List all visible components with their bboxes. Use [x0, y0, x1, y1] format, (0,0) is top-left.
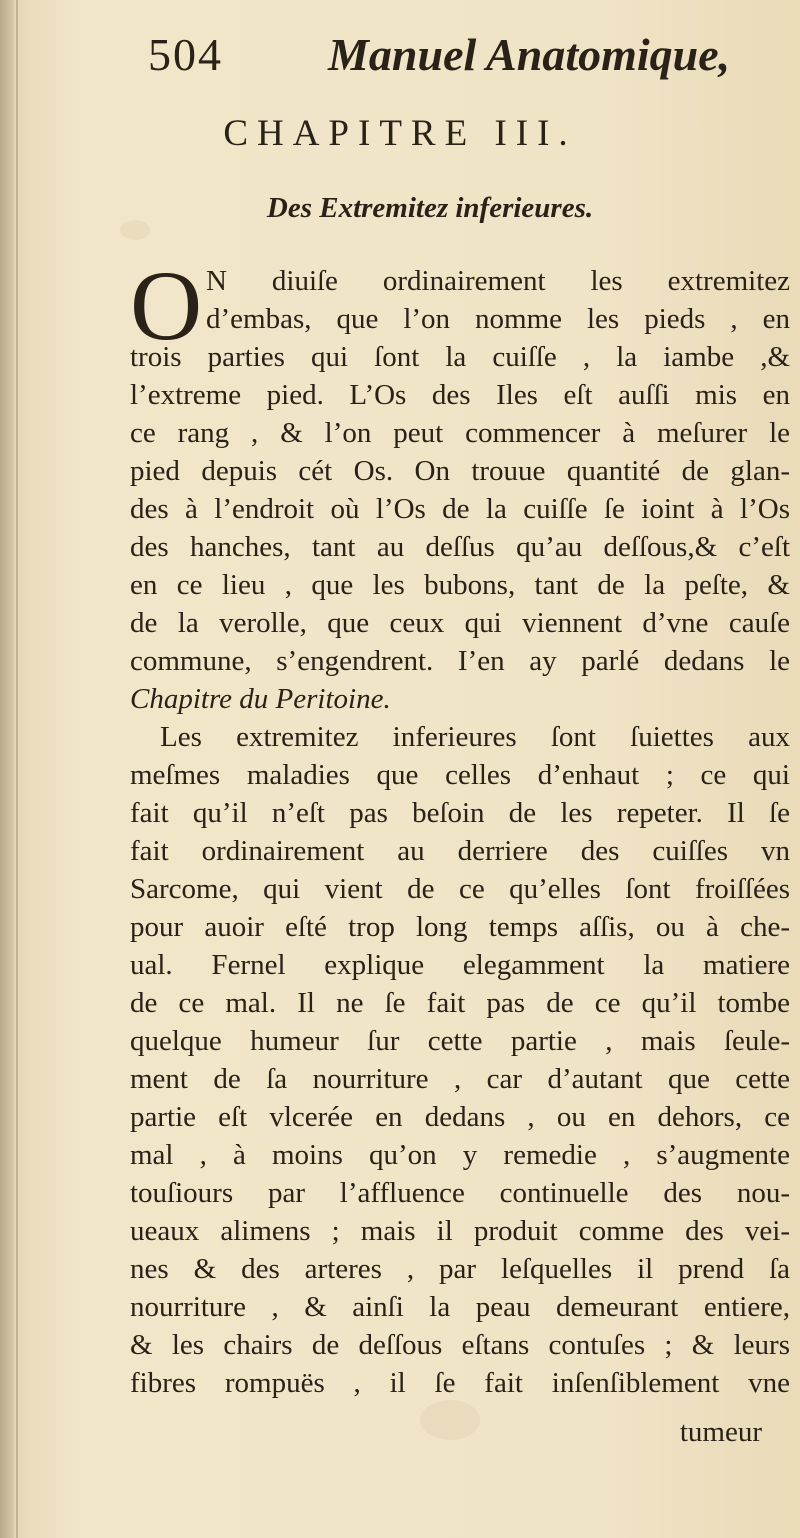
paper-stain: [420, 1400, 480, 1440]
text-line: Sarcome, qui vient de ce qu’elles ſont froiſſées: [130, 873, 790, 905]
text-line: fait ordinairement au derriere des cuiſſes vn: [130, 835, 790, 867]
section-title: Des Extremitez inferieures.: [266, 192, 594, 224]
drop-cap: O: [130, 250, 203, 361]
text-line: nourriture , & ainſi la peau demeurant entiere,: [130, 1291, 790, 1323]
text-line: en ce lieu , que les bubons, tant de la peſte, &: [130, 569, 790, 601]
text-line: ueaux alimens ; mais il produit comme des vei-: [130, 1215, 790, 1247]
text-line: Les extremitez inferieures ſont ſuiettes aux: [160, 721, 790, 753]
text-line: ce rang , & l’on peut commencer à meſurer le: [130, 417, 790, 449]
body-text: [130, 250, 790, 1402]
text-line: partie eſt vlcerée en dedans , ou en dehors, ce: [130, 1101, 790, 1133]
text-line: N diuiſe ordinairement les extremitez: [206, 265, 790, 297]
text-line: nes & des arteres , par leſquelles il prend ſa: [130, 1253, 790, 1285]
text-line: des hanches, tant au deſſus qu’au deſſous,& c’eſt: [130, 531, 790, 563]
text-line: des à l’endroit où l’Os de la cuiſſe ſe ioint à l’Os: [130, 493, 790, 525]
text-line: ment de ſa nourriture , car d’autant que cette: [130, 1063, 790, 1095]
binding-line: [16, 0, 18, 1538]
text-line: ual. Fernel explique elegamment la matiere: [130, 949, 790, 981]
text-line: meſmes maladies que celles d’enhaut ; ce qui: [130, 759, 790, 791]
text-line: de la verolle, que ceux qui viennent d’vne cauſe: [130, 607, 790, 639]
text-line: commune, s’engendrent. I’en ay parlé dedans le: [130, 645, 790, 677]
chapter-title: CHAPITRE III.: [223, 113, 577, 154]
text-line: touſiours par l’affluence continuelle des nou-: [130, 1177, 790, 1209]
catchword: tumeur: [679, 1416, 762, 1448]
text-line: pour auoir eſté trop long temps aſſis, ou à che-: [130, 911, 790, 943]
page-number: 504: [148, 29, 223, 80]
text-line: l’extreme pied. L’Os des Iles eſt auſſi mis en: [130, 379, 790, 411]
text-line: fibres rompuës , il ſe fait inſenſiblement vne: [130, 1367, 790, 1399]
text-line: & les chairs de deſſous eſtans contuſes ; & leurs: [130, 1329, 790, 1361]
page-header: [148, 28, 748, 88]
text-line: pied depuis cét Os. On trouue quantité de glan-: [130, 455, 790, 487]
text-line: quelque humeur ſur cette partie , mais ſeule-: [130, 1025, 790, 1057]
text-line: de ce mal. Il ne ſe fait pas de ce qu’il tombe: [130, 987, 790, 1019]
text-line: d’embas, que l’on nomme les pieds , en: [206, 303, 790, 335]
text-line: Chapitre du Peritoine.: [130, 683, 391, 715]
running-title: Manuel Anatomique,: [328, 29, 731, 80]
text-line: mal , à moins qu’on y remedie , s’augmente: [130, 1139, 790, 1171]
page-gutter-shadow: [0, 0, 14, 1538]
text-line: fait qu’il n’eſt pas beſoin de les repeter. Il ſe: [130, 797, 790, 829]
text-line: trois parties qui ſont la cuiſſe , la iambe ,&: [130, 341, 790, 373]
